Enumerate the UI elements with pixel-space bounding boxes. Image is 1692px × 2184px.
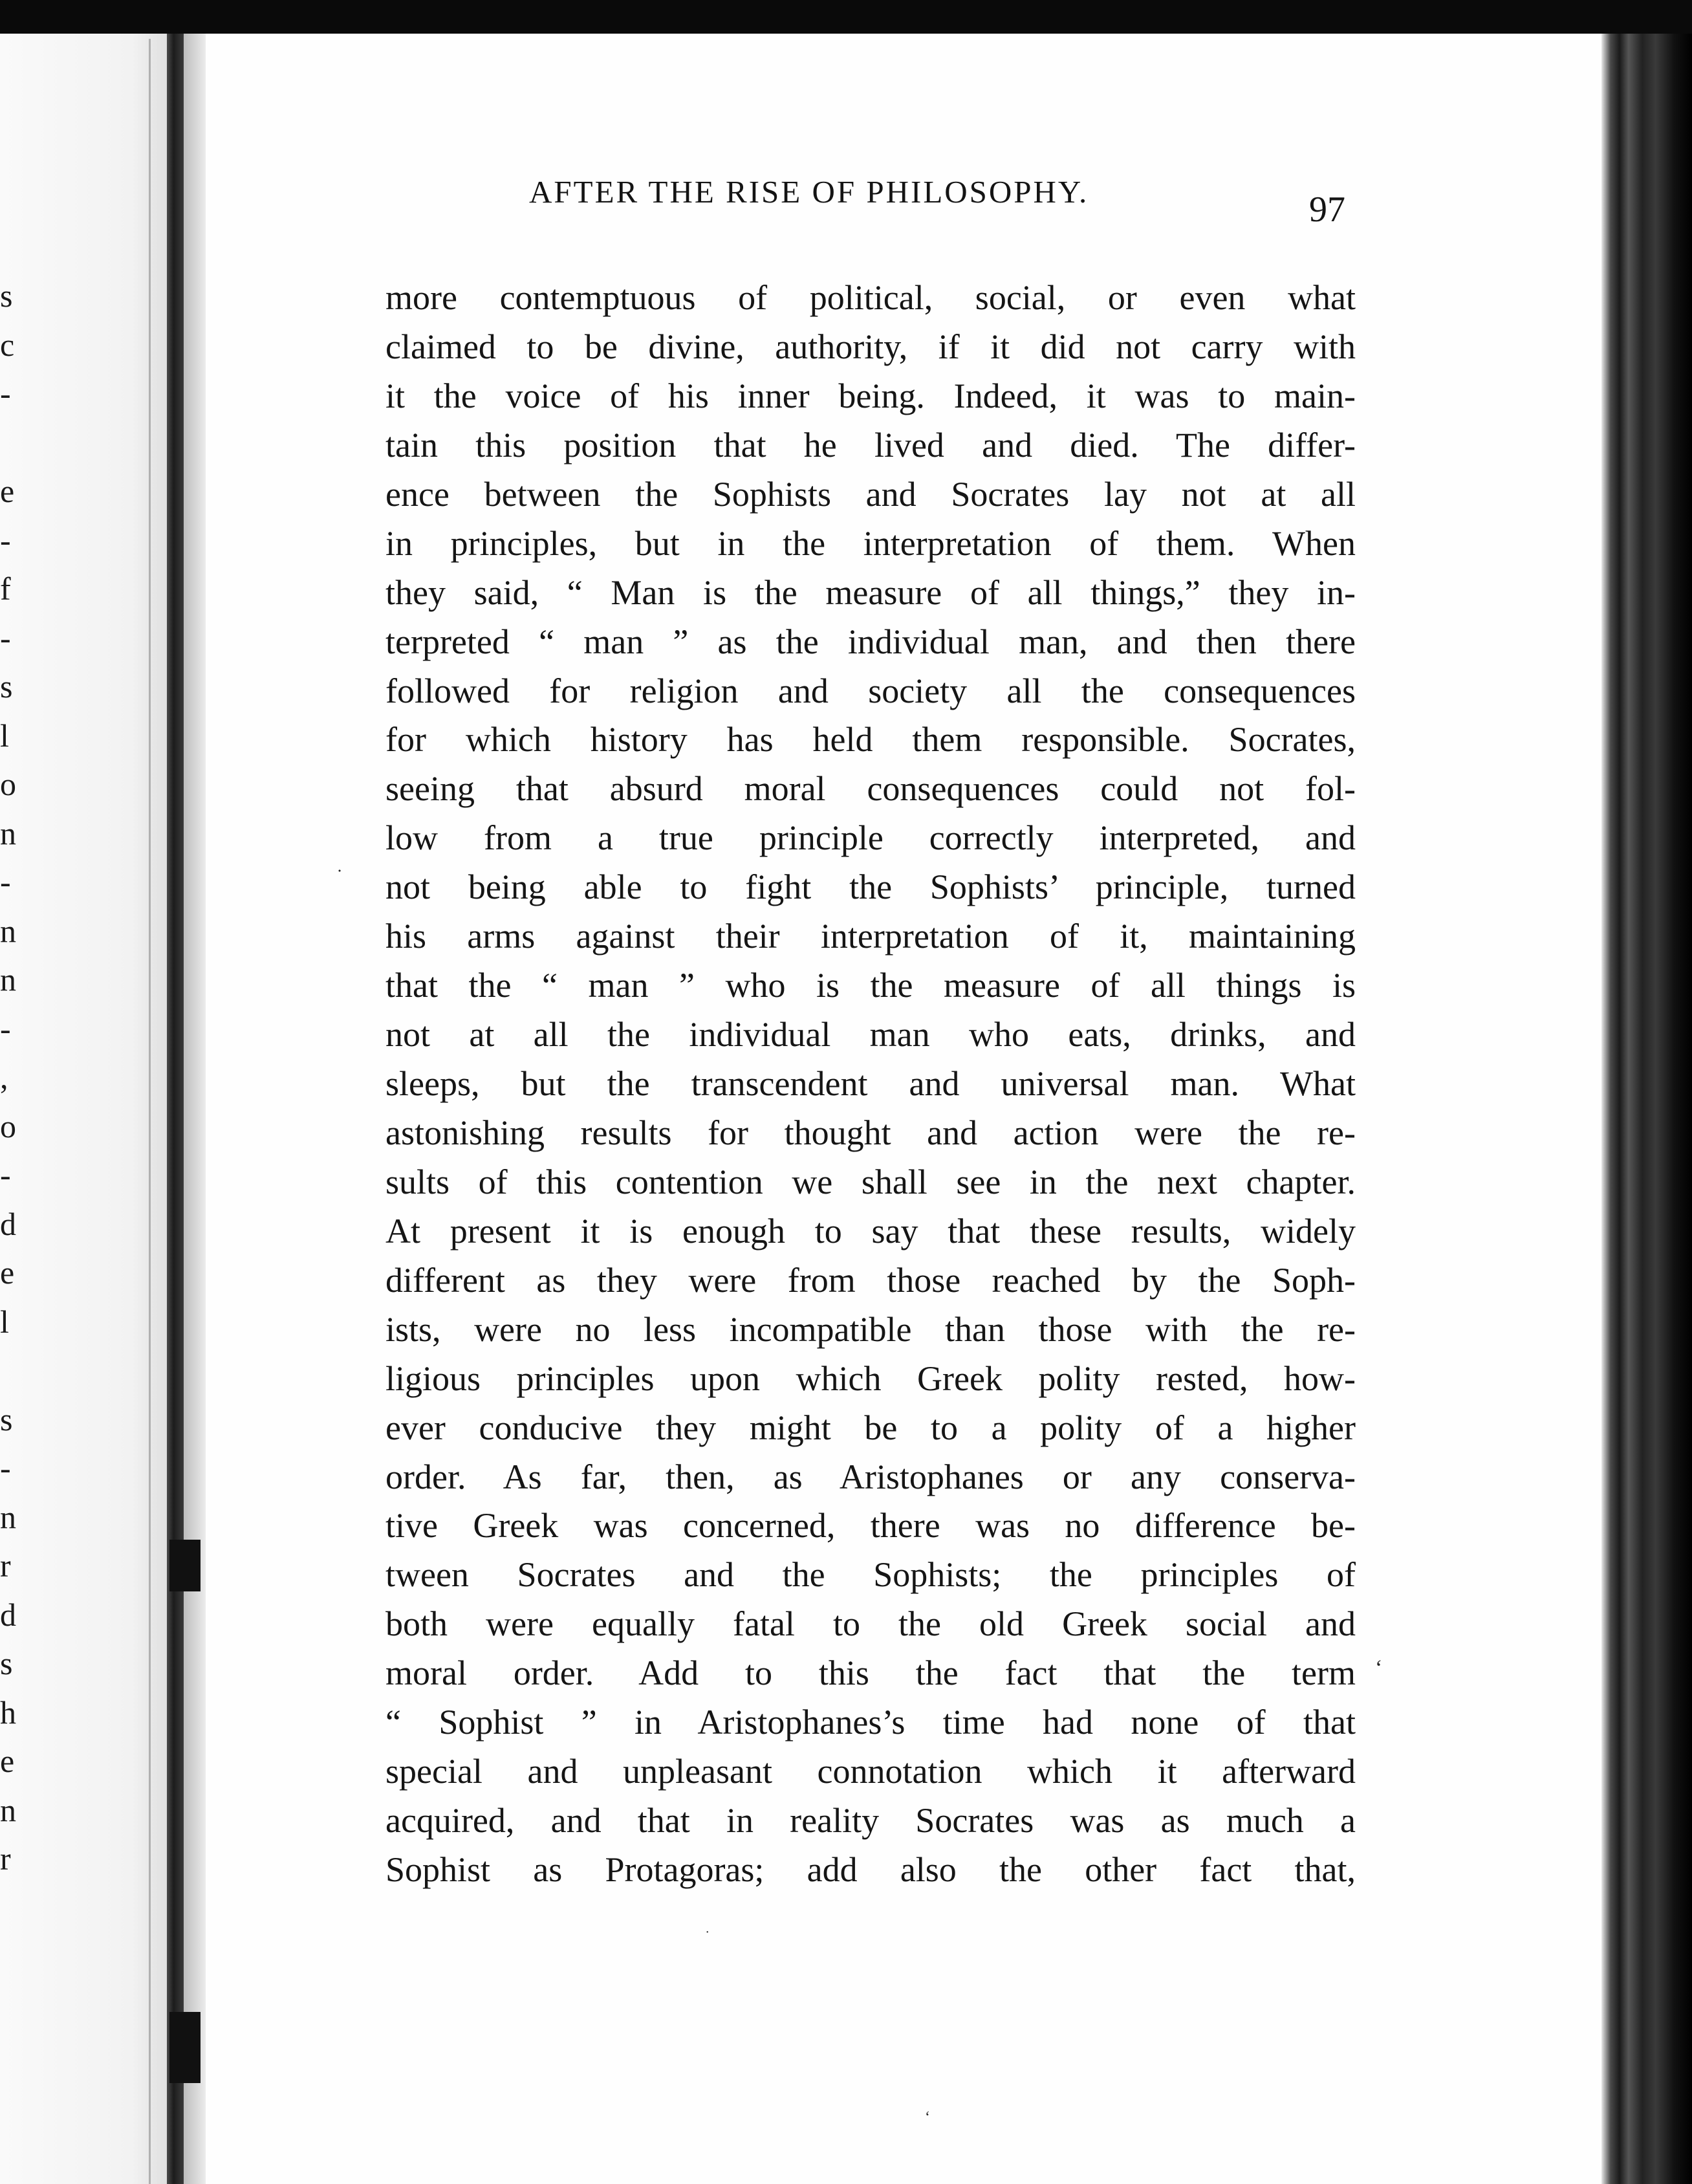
gutter-clip-mark bbox=[169, 2012, 201, 2083]
text-line: followed for religion and society all the consequences bbox=[385, 671, 1356, 710]
text-line: in principles, but in the interpretation of them. When bbox=[385, 523, 1356, 563]
text-line: sults of this contention we shall see in the next chapter. bbox=[385, 1162, 1356, 1201]
text-line: different as they were from those reached by the Soph- bbox=[385, 1260, 1356, 1300]
text-line: low from a true principle correctly interpreted, and bbox=[385, 818, 1356, 858]
text-line: ists, were no less incompatible than those with the re- bbox=[385, 1309, 1356, 1349]
text-line: claimed to be divine, authority, if it did not carry with bbox=[385, 327, 1356, 366]
text-line: tain this position that he lived and died. The differ- bbox=[385, 425, 1356, 464]
text-line: ence between the Sophists and Socrates lay not at all bbox=[385, 474, 1356, 514]
text-line: tween Socrates and the Sophists; the principles of bbox=[385, 1555, 1356, 1595]
text-line: both were equally fatal to the old Greek social and bbox=[385, 1604, 1356, 1644]
text-line: terpreted “ man ” as the individual man, and then there bbox=[385, 622, 1356, 661]
body-text bbox=[385, 274, 1356, 1895]
ink-speck: ˙ bbox=[705, 1928, 710, 1944]
book-gutter bbox=[167, 34, 184, 2184]
text-line: more contemptuous of political, social, or even what bbox=[385, 278, 1356, 317]
text-line: “ Sophist ” in Aristophanes’s time had none of that bbox=[385, 1703, 1356, 1742]
text-line: moral order. Add to this the fact that the term bbox=[385, 1654, 1356, 1693]
text-line: seeing that absurd moral consequences could not fol- bbox=[385, 769, 1356, 809]
page-number: 97 bbox=[1309, 190, 1345, 230]
text-line: ligious principles upon which Greek polity rested, how- bbox=[385, 1359, 1356, 1398]
text-line: acquired, and that in reality Socrates was as much a bbox=[385, 1801, 1356, 1840]
ink-speck: ‘ bbox=[925, 2109, 930, 2126]
text-line: special and unpleasant connotation which it afterward bbox=[385, 1752, 1356, 1791]
text-line: tive Greek was concerned, there was no difference be- bbox=[385, 1506, 1356, 1545]
page-edge-stack bbox=[1601, 34, 1692, 2184]
text-line: not at all the individual man who eats, drinks, and bbox=[385, 1015, 1356, 1054]
text-line: order. As far, then, as Aristophanes or any conserva- bbox=[385, 1457, 1356, 1496]
text-line: astonishing results for thought and action were the re- bbox=[385, 1113, 1356, 1152]
text-line: his arms against their interpretation of it, maintaining bbox=[385, 917, 1356, 956]
ink-speck: ‘ bbox=[1375, 1656, 1383, 1680]
text-line: for which history has held them responsible. Socrates, bbox=[385, 720, 1356, 759]
text-line: At present it is enough to say that these results, widely bbox=[385, 1211, 1356, 1250]
text-line: sleeps, but the transcendent and universal man. What bbox=[385, 1064, 1356, 1103]
text-line: it the voice of his inner being. Indeed, it was to main- bbox=[385, 376, 1356, 415]
text-line: not being able to fight the Sophists’ principle, turned bbox=[385, 868, 1356, 907]
text-line: they said, “ Man is the measure of all things,” they in- bbox=[385, 573, 1356, 612]
text-line: Sophist as Protagoras; add also the other fact that, bbox=[385, 1850, 1356, 1889]
ink-speck: ˙ bbox=[336, 866, 343, 887]
text-line: that the “ man ” who is the measure of all things is bbox=[385, 966, 1356, 1005]
running-head: AFTER THE RISE OF PHILOSOPHY. bbox=[529, 174, 1089, 210]
previous-page-text-fragments: s c - e - f - s l o n - n n - , o - d e l s - n r d s h e n r bbox=[0, 278, 16, 1877]
scan-top-border bbox=[0, 0, 1692, 34]
text-line: ever conducive they might be to a polity of a higher bbox=[385, 1408, 1356, 1447]
gutter-clip-mark bbox=[169, 1540, 201, 1591]
